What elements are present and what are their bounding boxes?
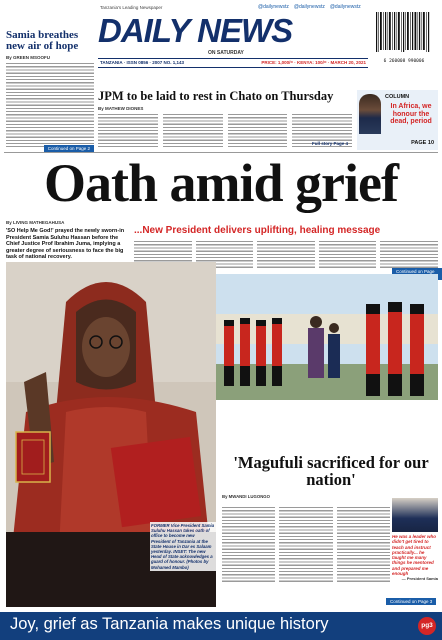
second-story-columns bbox=[222, 506, 390, 584]
masthead-tagline: Tanzania's Leading Newspaper bbox=[100, 5, 163, 10]
second-story-portrait bbox=[392, 498, 438, 532]
main-lead: 'SO Help Me God!' prayed the newly sworn-in President Samia Suluhu Hassan before the Chief Justice Prof Ibrahim Juma, implying a greater degree of seriousness to face the big task of national recovery. bbox=[6, 228, 125, 260]
barcode-icon bbox=[374, 10, 434, 54]
masthead-info-bar bbox=[98, 58, 368, 68]
masthead-social bbox=[258, 4, 361, 10]
left-story-byline: By GREEN MSOOFU bbox=[6, 55, 51, 60]
facebook-handle: @dailynewstz bbox=[329, 4, 361, 10]
left-story-text bbox=[6, 62, 94, 147]
main-byline: By LIVING MATHEGAHUSA bbox=[6, 220, 65, 225]
bottom-banner-text: Joy, grief as Tanzania makes unique history bbox=[10, 615, 329, 633]
top-story-byline: By MATHEW DIONES bbox=[98, 106, 144, 111]
second-story-quote: He was a leader who didn't get tired to teach and instruct practically... he taught me many things he mentored and prepared me enough bbox=[392, 534, 437, 577]
barcode-number: 6 260008 990006 bbox=[383, 59, 425, 64]
column-box[interactable] bbox=[357, 90, 438, 150]
column-label: COLUMN bbox=[385, 94, 410, 100]
left-story-headline: Samia breathes new air of hope bbox=[6, 29, 79, 52]
top-story bbox=[98, 90, 352, 150]
main-kicker: ...New President delivers uplifting, healing message bbox=[134, 225, 381, 236]
twitter-handle: @dailynewstz bbox=[258, 4, 289, 10]
top-story-continued[interactable]: Full story Page 4 bbox=[311, 141, 348, 146]
left-story bbox=[6, 30, 94, 150]
second-headline: 'Magufuli sacrificed for our nation' bbox=[233, 453, 429, 489]
bottom-banner-page-badge[interactable]: pg3 bbox=[418, 617, 436, 635]
column-headline: In Africa, we honour the dead, period bbox=[390, 103, 432, 125]
main-headline: Oath amid grief bbox=[44, 153, 398, 213]
masthead-country: TANZANIA · ISSN 0856 · 2007 NO. 1,143 bbox=[100, 60, 185, 65]
columnist-photo bbox=[359, 94, 381, 134]
second-continued[interactable]: Continued on Page 3 bbox=[386, 598, 436, 605]
top-story-headline: JPM to be laid to rest in Chato on Thursday bbox=[98, 89, 334, 103]
inset-photo bbox=[216, 274, 438, 400]
masthead-edition: ON SATURDAY bbox=[208, 50, 244, 56]
column-page: PAGE 10 bbox=[411, 140, 434, 146]
second-story-quote-attribution: — President Samia bbox=[401, 576, 438, 581]
bottom-banner[interactable] bbox=[0, 612, 442, 640]
second-byline: By MWANDI LUGONGO bbox=[222, 494, 270, 499]
masthead-price: PRICE: 1,000/= · KENYA: 100/= · MARCH 20, 2021 bbox=[261, 60, 366, 65]
inset-photo-art bbox=[216, 274, 438, 400]
barcode bbox=[374, 10, 434, 62]
masthead-title: DAILY NEWS bbox=[98, 11, 293, 50]
instagram-handle: @dailynewstz bbox=[293, 4, 325, 10]
masthead bbox=[98, 2, 438, 90]
left-story-continued[interactable]: Continued on Page 2 bbox=[44, 145, 94, 152]
photo-caption: FORMER Vice President Samia Suluhu Hassan takes oath of office to become new President of Tanzania at the State House in Dar es Salaam yesterday. INSET: The new Head of State acknowledges a guard of honour. (Photos by Mohamed Mambo) bbox=[151, 523, 215, 570]
main-continued[interactable]: Continued on Page bbox=[392, 268, 442, 280]
